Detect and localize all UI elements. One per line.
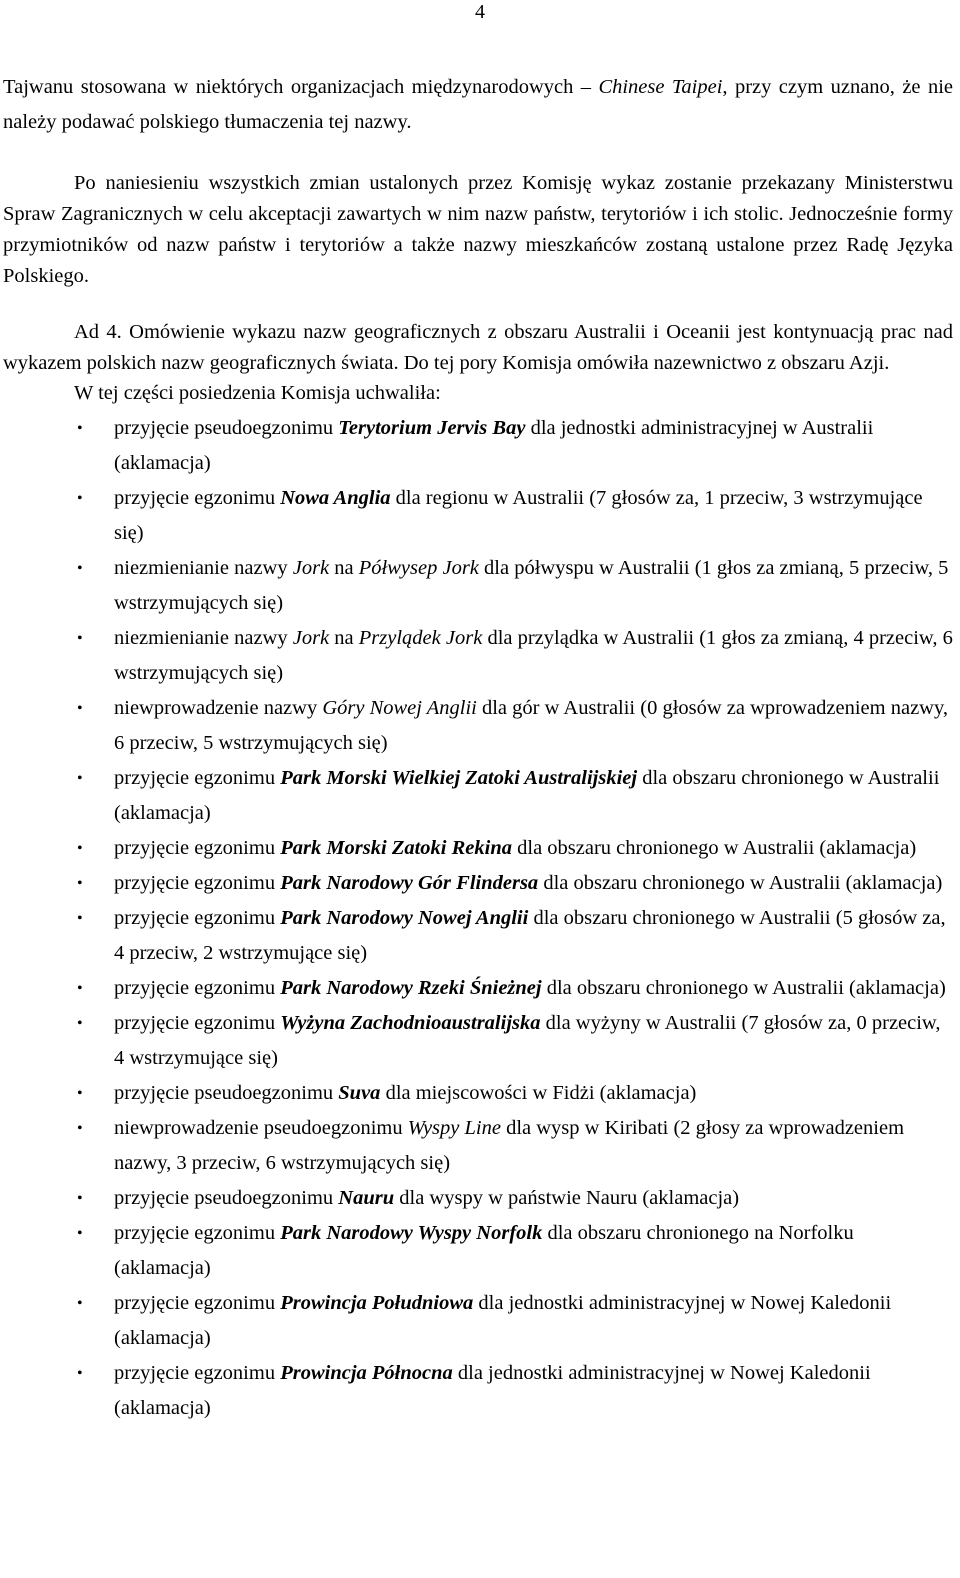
- resolution-item: [3, 481, 953, 551]
- bullet-icon: •: [77, 490, 83, 507]
- geographic-name: Nowa Anglia: [280, 487, 391, 509]
- resolutions-list: [3, 411, 953, 1426]
- bullet-icon: •: [77, 1295, 83, 1312]
- resolution-detail: dla półwyspu w Australii (1 głos za zmianą, 5 przeciw, 5 wstrzymujących się): [114, 557, 949, 614]
- italic-name: Chinese Taipei: [598, 76, 723, 98]
- bullet-icon: •: [77, 980, 83, 997]
- resolution-detail: dla miejscowości w Fidżi (aklamacja): [380, 1082, 697, 1104]
- geographic-name: Wyspy Line: [407, 1117, 501, 1139]
- resolution-action: przyjęcie egzonimu: [114, 767, 281, 789]
- resolutions-intro: W tej części posiedzenia Komisja uchwaliła:: [74, 382, 441, 404]
- resolution-item: [3, 1356, 953, 1426]
- document-body: [3, 70, 953, 1426]
- bullet-icon: •: [77, 420, 83, 437]
- resolution-action: przyjęcie egzonimu: [114, 1222, 281, 1244]
- resolution-action: przyjęcie egzonimu: [114, 487, 281, 509]
- bullet-icon: •: [77, 700, 83, 717]
- resolution-action: przyjęcie egzonimu: [114, 837, 281, 859]
- resolution-item: [3, 551, 953, 621]
- resolution-detail: dla jednostki administracyjnej w Nowej Kaledonii (aklamacja): [114, 1292, 892, 1349]
- geographic-name: Nauru: [338, 1187, 395, 1209]
- resolution-action: niewprowadzenie pseudoegzonimu: [114, 1117, 408, 1139]
- resolution-item: [3, 901, 953, 971]
- geographic-name: Góry Nowej Anglii: [322, 697, 477, 719]
- bullet-icon: •: [77, 1015, 83, 1032]
- resolution-detail: dla jednostki administracyjnej w Nowej Kaledonii (aklamacja): [114, 1362, 871, 1419]
- resolution-action: niezmienianie nazwy: [114, 557, 293, 579]
- geographic-name: Terytorium Jervis Bay: [338, 417, 526, 439]
- paragraph-ad4: Ad 4. Omówienie wykazu nazw geograficznych z obszaru Australii i Oceanii jest kontynuacją prac nad wykazem polskich nazw geograficznych świata. Do tej pory Komisja omówiła nazewnictwo z obszaru Azji.: [3, 321, 953, 374]
- geographic-name: Wyżyna Zachodnioaustralijska: [280, 1012, 541, 1034]
- resolution-detail: dla regionu w Australii (7 głosów za, 1 przeciw, 3 wstrzymujące się): [114, 487, 923, 544]
- paragraph-taiwan-name: [3, 70, 953, 139]
- resolution-action: przyjęcie pseudoegzonimu: [114, 1187, 339, 1209]
- resolution-action: przyjęcie egzonimu: [114, 907, 281, 929]
- geographic-name-alternative: Przylądek Jork: [358, 627, 483, 649]
- resolution-detail: dla wyspy w państwie Nauru (aklamacja): [394, 1187, 740, 1209]
- geographic-name: Park Morski Wielkiej Zatoki Australijskiej: [280, 767, 638, 789]
- resolution-item: [3, 831, 953, 866]
- page-number: 4: [475, 1, 485, 23]
- paragraph-text: Tajwanu stosowana w niektórych organizacjach międzynarodowych –: [3, 76, 599, 98]
- resolution-connector: na: [329, 627, 359, 649]
- resolution-detail: dla przylądka w Australii (1 głos za zmianą, 4 przeciw, 6 wstrzymujących się): [114, 627, 953, 684]
- resolution-action: przyjęcie egzonimu: [114, 1362, 281, 1384]
- geographic-name: Prowincja Północna: [280, 1362, 453, 1384]
- bullet-icon: •: [77, 630, 83, 647]
- bullet-icon: •: [77, 1365, 83, 1382]
- geographic-name: Park Narodowy Nowej Anglii: [280, 907, 529, 929]
- bullet-icon: •: [77, 1120, 83, 1137]
- resolution-action: niewprowadzenie nazwy: [114, 697, 323, 719]
- resolution-item: [3, 761, 953, 831]
- geographic-name: Suva: [338, 1082, 381, 1104]
- resolution-item: [3, 1076, 953, 1111]
- geographic-name: Park Narodowy Gór Flindersa: [280, 872, 539, 894]
- bullet-icon: •: [77, 560, 83, 577]
- geographic-name: Park Narodowy Wyspy Norfolk: [280, 1222, 543, 1244]
- bullet-icon: •: [77, 840, 83, 857]
- resolution-item: [3, 691, 953, 761]
- resolution-item: [3, 621, 953, 691]
- resolution-item: [3, 1286, 953, 1356]
- resolution-item: [3, 1181, 953, 1216]
- resolution-action: przyjęcie egzonimu: [114, 1292, 281, 1314]
- resolution-action: przyjęcie egzonimu: [114, 1012, 281, 1034]
- resolution-detail: dla obszaru chronionego na Norfolku (aklamacja): [114, 1222, 854, 1279]
- resolution-item: [3, 411, 953, 481]
- resolution-action: przyjęcie pseudoegzonimu: [114, 1082, 339, 1104]
- resolution-detail: dla jednostki administracyjnej w Australii (aklamacja): [114, 417, 874, 474]
- resolution-connector: na: [329, 557, 359, 579]
- resolution-detail: dla obszaru chronionego w Australii (aklamacja): [538, 872, 943, 894]
- resolution-item: [3, 1216, 953, 1286]
- bullet-icon: •: [77, 1225, 83, 1242]
- resolution-detail: dla obszaru chronionego w Australii (aklamacja): [114, 767, 940, 824]
- resolution-item: [3, 1006, 953, 1076]
- bullet-icon: •: [77, 1190, 83, 1207]
- bullet-icon: •: [77, 910, 83, 927]
- bullet-icon: •: [77, 770, 83, 787]
- paragraph-text: , przy czym uznano, że nie należy podawać polskiego tłumaczenia tej nazwy.: [3, 76, 953, 133]
- resolution-detail: dla obszaru chronionego w Australii (aklamacja): [541, 977, 946, 999]
- resolution-detail: dla wysp w Kiribati (2 głosy za wprowadzeniem nazwy, 3 przeciw, 6 wstrzymujących się): [114, 1117, 905, 1174]
- resolution-detail: dla obszaru chronionego w Australii (5 głosów za, 4 przeciw, 2 wstrzymujące się): [114, 907, 946, 964]
- resolution-item: [3, 1111, 953, 1181]
- bullet-icon: •: [77, 875, 83, 892]
- geographic-name: Park Narodowy Rzeki Śnieżnej: [280, 977, 542, 999]
- geographic-name: Park Morski Zatoki Rekina: [280, 837, 512, 859]
- resolution-detail: dla wyżyny w Australii (7 głosów za, 0 przeciw, 4 wstrzymujące się): [114, 1012, 941, 1069]
- paragraph-ministry: Po naniesieniu wszystkich zmian ustalonych przez Komisję wykaz zostanie przekazany Ministerstwu Spraw Zagranicznych w celu akceptacji zawartych w nim nazw państw, terytoriów i ich stolic. Jednocześnie formy przymiotników od nazw państw i terytoriów a także nazwy mieszkańców zostaną ustalone przez Radę Języka Polskiego.: [3, 172, 953, 287]
- geographic-name-alternative: Półwysep Jork: [358, 557, 479, 579]
- geographic-name: Prowincja Południowa: [280, 1292, 474, 1314]
- resolution-detail: dla gór w Australii (0 głosów za wprowadzeniem nazwy, 6 przeciw, 5 wstrzymujących się): [114, 697, 949, 754]
- resolution-action: przyjęcie egzonimu: [114, 977, 281, 999]
- resolution-detail: dla obszaru chronionego w Australii (aklamacja): [512, 837, 917, 859]
- geographic-name: Jork: [292, 557, 330, 579]
- resolution-item: [3, 866, 953, 901]
- resolution-action: przyjęcie egzonimu: [114, 872, 281, 894]
- resolution-action: niezmienianie nazwy: [114, 627, 293, 649]
- geographic-name: Jork: [292, 627, 330, 649]
- bullet-icon: •: [77, 1085, 83, 1102]
- resolution-action: przyjęcie pseudoegzonimu: [114, 417, 339, 439]
- resolution-item: [3, 971, 953, 1006]
